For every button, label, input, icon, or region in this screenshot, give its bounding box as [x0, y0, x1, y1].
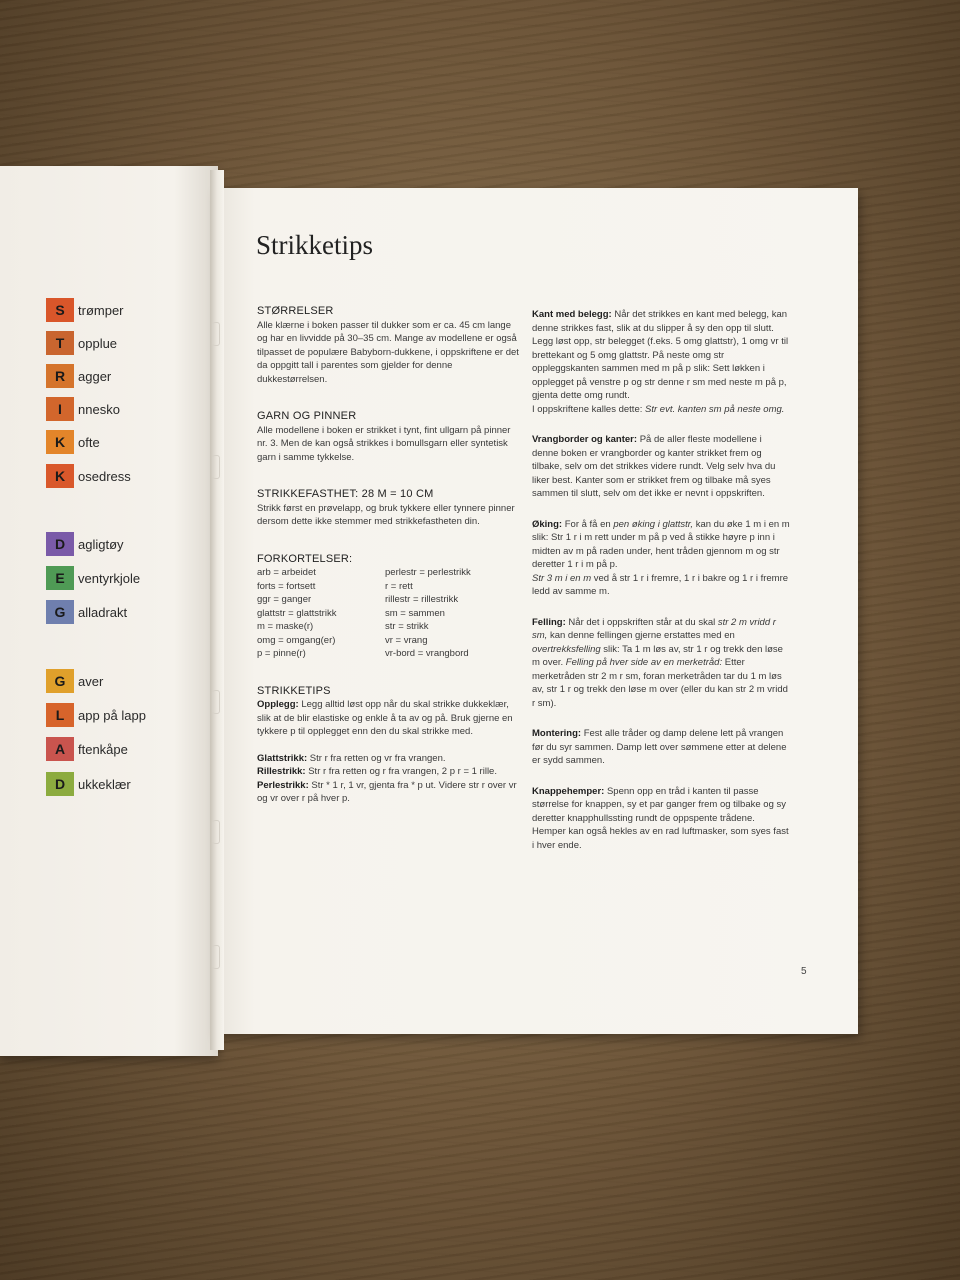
- sidebar-item-label: trømper: [78, 302, 124, 318]
- book-spine: [210, 170, 224, 1050]
- tip-text: Str r fra retten og vr fra vrangen.: [309, 752, 446, 764]
- abbreviation-item: str = strikk: [385, 621, 429, 632]
- sidebar-item-label: ukkeklær: [78, 776, 131, 792]
- abbreviation-item: p = pinne(r): [257, 648, 306, 659]
- sidebar-item-eventyrkjole[interactable]: [46, 566, 140, 590]
- abbreviation-item: rillestr = rillestrikk: [385, 594, 459, 605]
- tip-italic: Felling på hver side av en merketråd:: [565, 657, 723, 668]
- section-heading: GARN OG PINNER: [257, 410, 357, 422]
- letter-badge: E: [46, 566, 74, 590]
- note-italic: Str evt. kanten sm på neste omg.: [645, 403, 785, 415]
- letter-badge: L: [46, 703, 74, 727]
- letter-badge: G: [46, 600, 74, 624]
- sidebar-item-gaver[interactable]: [46, 669, 103, 693]
- sidebar-item-label: aver: [78, 673, 104, 689]
- tip-text: Legg alltid løst opp når du skal strikke dukkeklær, slik at de blir elastiske og enkle å ta av og på. Bruk gjerne en tykkere p til opplegget enn den du skal strikke med.: [257, 699, 513, 737]
- page-number: 5: [801, 966, 807, 977]
- tip-text: For å få en: [564, 518, 611, 530]
- sidebar-item-label: osedress: [78, 468, 131, 484]
- abbreviation-column: [257, 566, 385, 661]
- section-strikkefasthet: [257, 488, 519, 529]
- tip-label: Øking:: [532, 518, 563, 530]
- sidebar-item-label: app på lapp: [78, 707, 146, 723]
- letter-badge: G: [46, 669, 74, 693]
- tip-italic: pen øking i glattstr,: [613, 518, 694, 530]
- letter-badge: K: [46, 430, 74, 454]
- section-garn: [257, 410, 519, 464]
- tip-rillestrikk: [257, 765, 519, 779]
- section-knappehemper: [532, 785, 790, 853]
- letter-badge: I: [46, 397, 74, 421]
- tip-label: Knappehemper:: [532, 785, 605, 797]
- tip-italic: overtrekksfelling: [532, 643, 601, 655]
- sidebar-item-lapp-pa-lapp[interactable]: [46, 703, 146, 727]
- letter-badge: S: [46, 298, 74, 322]
- section-heading: STØRRELSER: [257, 305, 334, 317]
- tip-text: Etter merketråden str 2 m r sm, foran merketråden tar du 1 m løs av, str 1 r og trekk den løse m over (eller du kan str 2 m vridd r sm).: [532, 657, 788, 709]
- tip-label: Rillestrikk:: [257, 766, 306, 777]
- abbreviation-item: m = maske(r): [257, 621, 314, 632]
- section-forkortelser: [257, 553, 519, 661]
- tip-label: Glattstrikk:: [257, 752, 308, 764]
- tip-label: Opplegg:: [257, 699, 299, 710]
- section-oking: [532, 518, 790, 599]
- tip-italic: str 2 m vridd r sm,: [532, 616, 776, 641]
- tip-text: På de aller fleste modellene i denne boken er vrangborder og kanter strikket frem og tilbake, selv om det strikkes videre rundt. Velg selv hva du liker best. Kanter som er strikket frem og tilbake må syes sammen til slutt, selv om det ikke er nevnt i oppskriften.: [532, 434, 776, 499]
- tip-text: Str r fra retten og r fra vrangen, 2 p r = 1 rille.: [308, 766, 497, 777]
- letter-badge: T: [46, 331, 74, 355]
- note-text: I oppskriftene kalles dette:: [532, 403, 643, 415]
- tip-text: kan denne fellingen gjerne erstattes med en: [549, 630, 735, 641]
- tip-text: Spenn opp en tråd i kanten til passe størrelse for knappen, sy et par ganger frem og tilbake og sy deretter knapphullssting rundt de oppspente trådene. Hemper kan også hekles av en rad luftmasker, som syes fast i hver ende.: [532, 785, 789, 851]
- sidebar-item-label: agligtøy: [78, 536, 124, 552]
- sidebar-item-kosedress[interactable]: [46, 464, 131, 488]
- abbreviation-item: vr = vrang: [385, 634, 428, 646]
- section-heading: STRIKKEFASTHET: 28 M = 10 CM: [257, 488, 434, 500]
- sidebar-item-label: nnesko: [78, 401, 120, 417]
- tip-label: Montering:: [532, 728, 582, 739]
- letter-badge: K: [46, 464, 74, 488]
- sidebar-item-aftenkape[interactable]: [46, 737, 128, 761]
- section-text: Alle klærne i boken passer til dukker som er ca. 45 cm lange og har en livvidde på 30–35 cm. Mange av modellene er også tilpasset de populære Babyborn-dukkene, i oppskriftene er det da oppgitt tall i parentes som gjelder for denne dukkestørrelsen.: [257, 319, 519, 385]
- section-heading: STRIKKETIPS: [257, 684, 331, 697]
- sidebar-item-stromper[interactable]: [46, 298, 124, 322]
- tip-perlestrikk: [257, 779, 519, 806]
- section-felling: [532, 616, 790, 711]
- section-heading: FORKORTELSER:: [257, 552, 353, 565]
- sidebar-item-label: alladrakt: [78, 604, 128, 620]
- letter-badge: D: [46, 772, 74, 796]
- abbreviation-item: glattstr = glattstrikk: [257, 607, 337, 619]
- letter-badge: R: [46, 364, 74, 388]
- sidebar-item-label: ftenkåpe: [78, 741, 128, 757]
- abbreviation-item: ggr = ganger: [257, 594, 312, 605]
- abbreviation-item: omg = omgang(er): [257, 634, 336, 646]
- section-storrelser: [257, 305, 519, 386]
- sidebar-item-label: opplue: [78, 335, 118, 351]
- tip-note: [532, 403, 790, 417]
- tip-label: Kant med belegg:: [532, 309, 612, 320]
- section-text: Strikk først en prøvelapp, og bruk tykkere eller tynnere pinner dersom dette ikke stemmer med strikkefastheten din.: [257, 502, 515, 527]
- section-kant-med-belegg: [532, 308, 790, 416]
- sidebar-item-dukkeklaer[interactable]: [46, 772, 131, 796]
- sidebar-item-galladrakt[interactable]: [46, 600, 127, 624]
- tip-text: Når det strikkes en kant med belegg, kan denne strikkes fast, slik at du slipper å sy den opp til slutt. Legg løst opp, str belegget (f.eks. 5 omg glattstr), 1 omg vr til brettekant og 5 omg glattstr. På neste omg str oppleggskanten sammen med m på p slik: Sett løkken i opplegget på venstre p og str denne r sm med neste m på p, gjenta dette omg rundt.: [532, 309, 789, 401]
- sidebar-item-topplue[interactable]: [46, 331, 117, 355]
- tip-label: Vrangborder og kanter:: [532, 434, 638, 445]
- sidebar-item-ragger[interactable]: [46, 364, 111, 388]
- page-title: Strikketips: [256, 230, 374, 260]
- tip-text: slik: Ta 1 m løs av, str 1 r og trekk den løse m over.: [532, 643, 783, 668]
- sidebar-item-label: ofte: [78, 434, 100, 450]
- letter-badge: A: [46, 737, 74, 761]
- sidebar-item-label: agger: [78, 368, 112, 384]
- tip-text: Str * 1 r, 1 vr, gjenta fra * p ut. Videre str r over vr og vr over r på hver p.: [257, 779, 517, 804]
- abbreviation-item: vr-bord = vrangbord: [385, 648, 469, 659]
- tip-label: Felling:: [532, 616, 566, 628]
- abbreviation-item: r = rett: [385, 580, 413, 592]
- tip-opplegg: [257, 698, 519, 739]
- abbreviation-item: sm = sammen: [385, 607, 445, 619]
- left-column: [257, 305, 519, 806]
- section-strikketips: [257, 685, 519, 806]
- tip-text: Fest alle tråder og damp delene lett på vrangen før du syr sammen. Damp lett over sømmene etter at delene er sydd sammen.: [532, 728, 787, 766]
- sidebar-item-kofte[interactable]: [46, 430, 100, 454]
- sidebar-item-dagligtoy[interactable]: [46, 532, 124, 556]
- tip-text: Når det i oppskriften står at du skal: [568, 616, 716, 628]
- sidebar-item-innesko[interactable]: [46, 397, 120, 421]
- tip-text: ved å str 1 r i fremre, 1 r i bakre og 1 r i fremre ledd av samme m.: [532, 572, 789, 597]
- section-montering: [532, 727, 790, 768]
- tip-italic: Str 3 m i en m: [532, 572, 592, 584]
- letter-badge: D: [46, 532, 74, 556]
- abbreviation-table: [257, 566, 519, 661]
- section-vrangborder: [532, 433, 790, 501]
- abbreviation-item: arb = arbeidet: [257, 567, 316, 578]
- tip-glattstrikk: [257, 752, 519, 766]
- right-column: [532, 308, 790, 852]
- abbreviation-column: [385, 566, 513, 661]
- tip-label: Perlestrikk:: [257, 779, 309, 791]
- section-text: Alle modellene i boken er strikket i tynt, fint ullgarn på pinner nr. 3. Men de kan også strikkes i bomullsgarn eller syntetisk garn i samme tykkelse.: [257, 424, 511, 463]
- abbreviation-item: forts = fortsett: [257, 580, 316, 592]
- abbreviation-item: perlestr = perlestrikk: [385, 567, 471, 578]
- sidebar-item-label: ventyrkjole: [78, 570, 141, 586]
- tip-text: kan du øke 1 m i en m slik: Str 1 r i m rett under m på p ved å stikke høyre p inn i midten av m på raden under, hent tråden gjennom m og str deretter 1 r i m på p.: [532, 518, 790, 570]
